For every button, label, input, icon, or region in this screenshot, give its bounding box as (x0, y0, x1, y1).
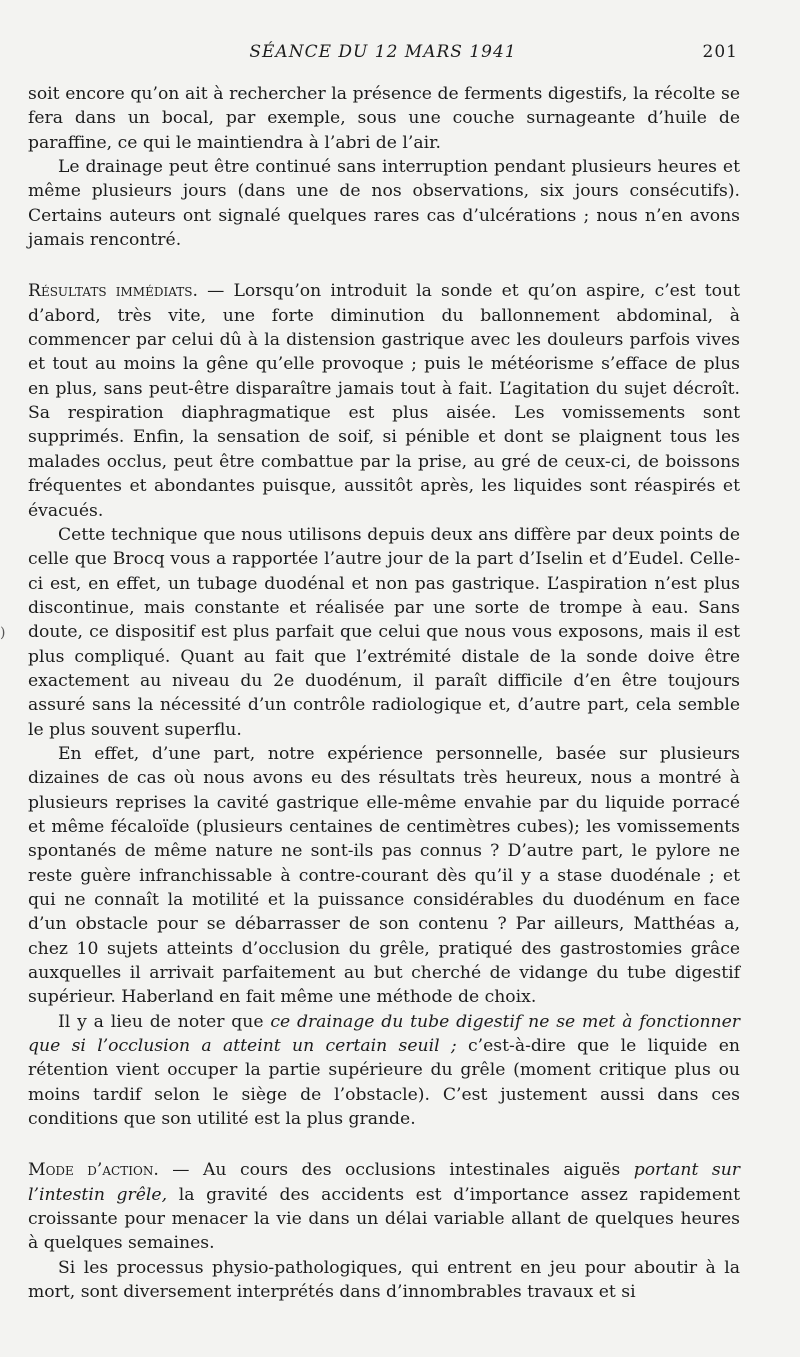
running-title: SÉANCE DU 12 MARS 1941 (249, 42, 517, 62)
paragraph-resultats-text: — Lorsqu’on introduit la sonde et qu’on aspire, c’est tout d’abord, très vite, une forte diminution du ballonnement abdominal, à commencer par celui dû à la distension gastrique avec les douleurs parfois vives et tout au moins la gêne qu’elle provoque ; puis le météorisme s’efface de plus en plus, sans peut-être disparaître jamais tout à fait. L’agitation du sujet décroît. Sa respiration diaphragmatique est plus aisée. Les vomissements sont supprimés. Enfin, la sensation de soif, si pénible et dont se plaignent tous les malades occlus, peut être combattue par la prise, au gré de ceux-ci, de boissons fréquentes et abondantes puisque, aussitôt après, les liquides sont réaspirés et évacués. (28, 281, 740, 521)
paragraph-mode (28, 1158, 740, 1255)
paragraph-6 (28, 1010, 740, 1132)
body-text (28, 82, 740, 1305)
running-header (28, 42, 738, 66)
paragraph-6-start: Il y a lieu de noter que (58, 1011, 271, 1032)
paragraph-1: soit encore qu’on ait à rechercher la présence de ferments digestifs, la récolte se fera dans un bocal, par exemple, sous une couche surnageante d’huile de paraffine, ce qui le maintiendra à l’abri de l’air. (28, 84, 740, 153)
paragraph-mode-emphasis: portant sur l’intestin grêle, (28, 1160, 740, 1205)
paragraph-8: Si les processus physio-pathologiques, qui entrent en jeu pour aboutir à la mort, sont diversement interprétés dans d’innombrables travaux et si (28, 1257, 740, 1303)
paragraph-6-end: c’est-à-dire que le liquide en rétention vient occuper la partie supérieure du grêle (moment critique plus ou moins tardif selon le siège de l’obstacle). C’est justement aussi dans ces conditions que son utilité est la plus grande. (28, 1036, 740, 1130)
section-heading-mode: Mode d’action. (28, 1160, 159, 1181)
section-heading-resultats: Résultats immédiats. (28, 281, 198, 302)
paragraph-5: En effet, d’une part, notre expérience personnelle, basée sur plusieurs dizaines de cas où nous avons eu des résultats très heureux, nous a montré à plusieurs reprises la cavité gastrique elle-même envahie par du liquide porracé et même fécaloïde (plusieurs centaines de centimètres cubes); les vomissements spontanés de même nature ne sont-ils pas connus ? D’autre part, le pylore ne reste guère infranchissable à contre-courant dès qu’il y a stase duodénale ; et qui ne connaît la motilité et la puissance considérables du duodénum en face d’un obstacle pour se débarrasser de son contenu ? Par ailleurs, Matthéas a, chez 10 sujets atteints d’occlusion du grêle, pratiqué des gastrostomies grâce auxquelles il arrivait parfaitement au but cherché de vidange du tube digestif supérieur. Haberland en fait même une méthode de choix. (28, 743, 740, 1008)
paragraph-6-emphasis: ce drainage du tube digestif ne se met à fonctionner que si l’occlusion a atteint un certain seuil ; (28, 1011, 740, 1057)
paragraph-resultats (28, 279, 740, 522)
margin-mark: ) (0, 625, 6, 641)
page-number: 201 (702, 42, 738, 62)
paragraph-mode-start: — Au cours des occlusions intestinales aiguës (158, 1160, 634, 1181)
paragraph-4: Cette technique que nous utilisons depuis deux ans diffère par deux points de celle que Brocq vous a rapportée l’autre jour de la part d’Iselin et d’Eudel. Celle-ci est, en effet, un tubage duodénal et non pas gastrique. L’aspiration n’est plus discontinue, mais constante et réalisée par une sorte de trompe à eau. Sans doute, ce dispositif est plus parfait que celui que nous vous exposons, mais il est plus compliqué. Quant au fait que l’extrémité distale de la sonde doive être exactement au niveau du 2e duodénum, il paraît difficile d’en être toujours assuré sans la nécessité d’un contrôle radiologique et, d’autre part, cela semble le plus souvent superflu. (28, 524, 740, 740)
paragraph-2: Le drainage peut être continué sans interruption pendant plusieurs heures et même plusieurs jours (dans une de nos observations, six jours consécutifs). Certains auteurs ont signalé quelques rares cas d’ulcérations ; nous n’en avons jamais rencontré. (28, 157, 740, 251)
paragraph-mode-end: la gravité des accidents est d’importance assez rapidement croissante pour menacer la vie dans un délai variable allant de quelques heures à quelques semaines. (28, 1184, 741, 1254)
